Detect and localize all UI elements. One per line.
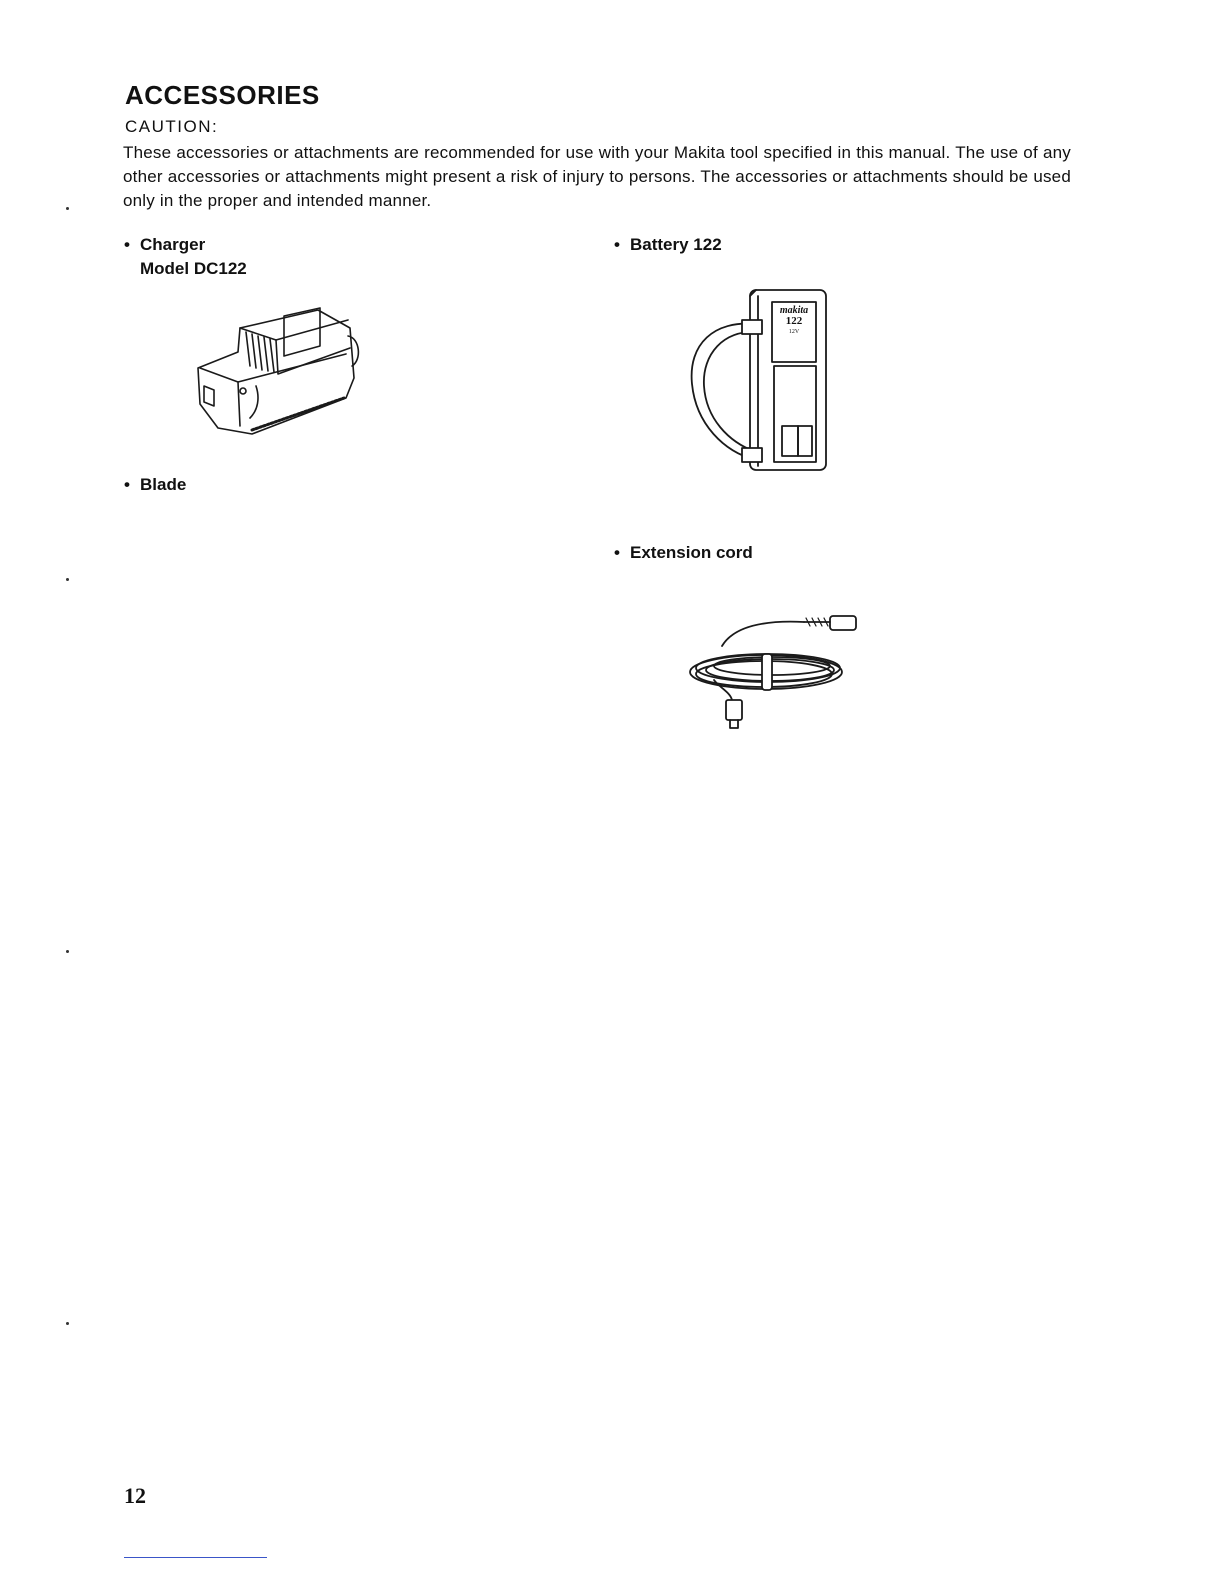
charger-illustration: [188, 306, 368, 441]
badge-voltage: 12V: [788, 329, 800, 335]
battery-label: Battery 122: [630, 235, 722, 254]
accessory-charger: [124, 233, 247, 281]
blade-label: Blade: [140, 475, 187, 494]
footer-rule: [124, 1557, 267, 1558]
scan-speck: [66, 950, 69, 953]
caution-text: These accessories or attachments are recommended for use with your Makita tool specified in this manual. The use of any other accessories or attachments might present a risk of injury to persons. The accessories or attachments should be used only in the proper and intended manner.: [123, 143, 1071, 210]
page-number: 12: [124, 1483, 146, 1508]
battery-badge: [773, 305, 815, 338]
accessory-extension-cord: [614, 541, 753, 565]
bullet: •: [124, 235, 130, 254]
battery-illustration: [684, 284, 834, 479]
accessory-blade: [124, 473, 186, 497]
scan-speck: [66, 1322, 69, 1325]
accessory-battery: [614, 233, 722, 257]
scan-speck: [66, 578, 69, 581]
caution-label: CAUTION:: [125, 117, 219, 136]
badge-model: 122: [785, 315, 803, 327]
page-heading: ACCESSORIES: [125, 80, 320, 110]
charger-label: Charger: [140, 235, 206, 254]
bullet: •: [614, 235, 620, 254]
extension-cord-label: Extension cord: [630, 543, 753, 562]
scan-speck: [66, 207, 69, 210]
badge-brand: makita: [779, 305, 809, 316]
extension-cord-illustration: [684, 608, 864, 733]
bullet: •: [614, 543, 620, 562]
charger-model: Model DC122: [140, 259, 247, 278]
bullet: •: [124, 475, 130, 494]
